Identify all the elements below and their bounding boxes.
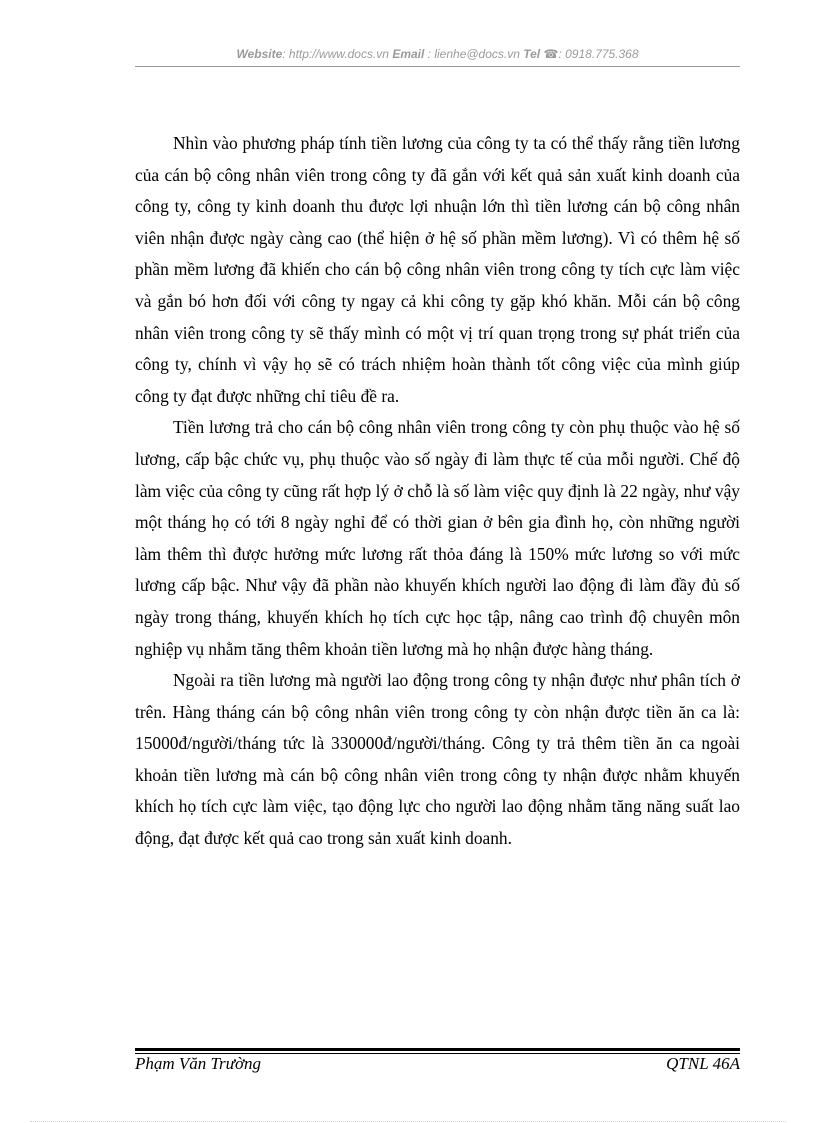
tel-label: Tel: [523, 47, 541, 61]
phone-icon: ☎: [543, 47, 559, 61]
footer-class-code: QTNL 46A: [666, 1054, 740, 1073]
header-divider: [135, 66, 740, 67]
page-header: [135, 47, 740, 61]
body-paragraph-1: Nhìn vào phương pháp tính tiền lương của công ty ta có thể thấy rằng tiền lương của cán bộ công nhân viên trong công ty đã gắn với kết quả sản xuất kinh doanh của công ty, công ty kinh doanh thu được lợi nhuận lớn thì tiền lương cán bộ công nhân viên nhận được ngày càng cao (thể hiện ở hệ số phần mềm lương). Vì có thêm hệ số phần mềm lương đã khiến cho cán bộ công nhân viên trong công ty tích cực làm việc và gắn bó hơn đối với công ty ngay cả khi công ty gặp khó khăn. Mỗi cán bộ công nhân viên trong công ty sẽ thấy mình có một vị trí quan trọng trong sự phát triển của công ty, chính vì vậy họ sẽ có trách nhiệm hoàn thành tốt công việc của mình giúp công ty đạt được những chỉ tiêu đề ra.: [135, 133, 740, 406]
website-value: : http://www.docs.vn: [282, 47, 389, 61]
email-value: : lienhe@docs.vn: [427, 47, 520, 61]
email-label: Email: [392, 47, 425, 61]
website-label: Website: [236, 47, 283, 61]
footer-author: Phạm Văn Trường: [135, 1054, 262, 1073]
body-paragraph-2: Tiền lương trả cho cán bộ công nhân viên trong công ty còn phụ thuộc vào hệ số lương, cấp bậc chức vụ, phụ thuộc vào số ngày đi làm thực tế của mỗi người. Chế độ làm việc của công ty cũng rất hợp lý ở chỗ là số làm việc quy định là 22 ngày, như vậy một tháng họ có tới 8 ngày nghỉ để có thời gian ở bên gia đình họ, còn những người làm thêm thì được hưởng mức lương rất thỏa đáng là 150% mức lương so với mức lương cấp bậc. Như vậy đã phần nào khuyến khích người lao động đi làm đầy đủ số ngày trong tháng, khuyến khích họ tích cực học tập, nâng cao trình độ chuyên môn nghiệp vụ nhằm tăng thêm khoản tiền lương mà họ nhận được hàng tháng.: [135, 417, 740, 659]
body-paragraph-3: Ngoài ra tiền lương mà người lao động trong công ty nhận được như phân tích ở trên. Hàng tháng cán bộ công nhân viên trong công ty còn nhận được tiền ăn ca là: 15000đ/người/tháng tức là 330000đ/người/tháng. Công ty trả thêm tiền ăn ca ngoài khoản tiền lương mà cán bộ công nhân viên trong công ty nhận được nhằm khuyến khích họ tích cực làm việc, tạo động lực cho người lao động nhằm tăng năng suất lao động, đạt được kết quả cao trong sản xuất kinh doanh.: [135, 670, 740, 849]
page-bottom-border: [30, 1121, 786, 1122]
footer-divider-thick: [135, 1048, 740, 1051]
document-body: [135, 128, 740, 855]
tel-value: : 0918.775.368: [558, 47, 639, 61]
